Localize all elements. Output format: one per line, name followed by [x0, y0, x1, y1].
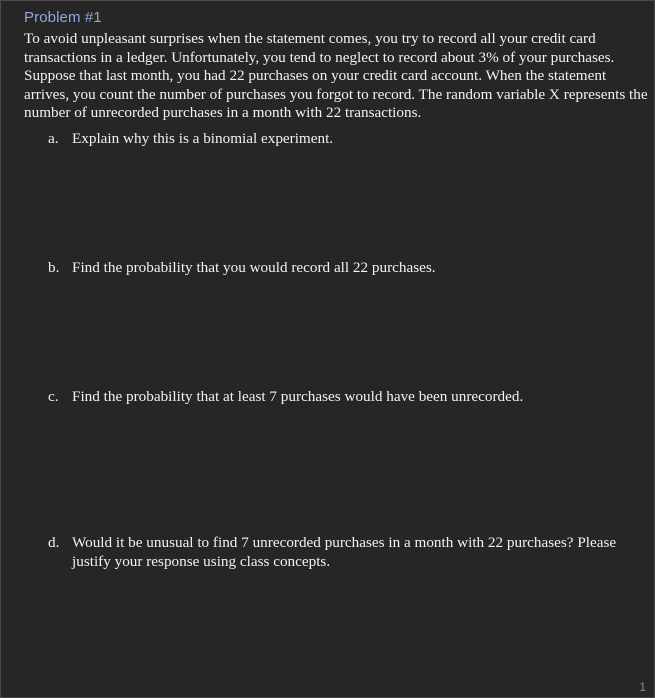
part-d-text: Would it be unusual to find 7 unrecorded purchases in a month with 22 purchases? Please justify your response using class concepts.: [72, 534, 617, 570]
question-part-b: [48, 259, 652, 278]
part-d-letter: d.: [48, 534, 60, 551]
part-a-letter: a.: [48, 130, 59, 147]
question-part-c: [48, 388, 652, 407]
part-c-text: Find the probability that at least 7 purchases would have been unrecorded.: [72, 388, 524, 405]
problem-intro: To avoid unpleasant surprises when the statement comes, you try to record all your credit card transactions in a ledger. Unfortunately, you tend to neglect to record about 3% of your purchases. Suppose that last month, you had 22 purchases on your credit card account. When the statement arrives, you count the number of purchases you forgot to record. The random variable X represents the number of unrecorded purchases in a month with 22 transactions.: [24, 30, 648, 122]
problem-heading: Problem #1: [24, 9, 102, 26]
part-b-text: Find the probability that you would record all 22 purchases.: [72, 259, 436, 276]
page-number: 1: [639, 680, 646, 694]
part-b-letter: b.: [48, 259, 60, 276]
part-a-text: Explain why this is a binomial experiment.: [72, 130, 334, 147]
question-part-d: [48, 534, 652, 572]
question-part-a: [48, 130, 652, 149]
part-c-letter: c.: [48, 388, 59, 405]
